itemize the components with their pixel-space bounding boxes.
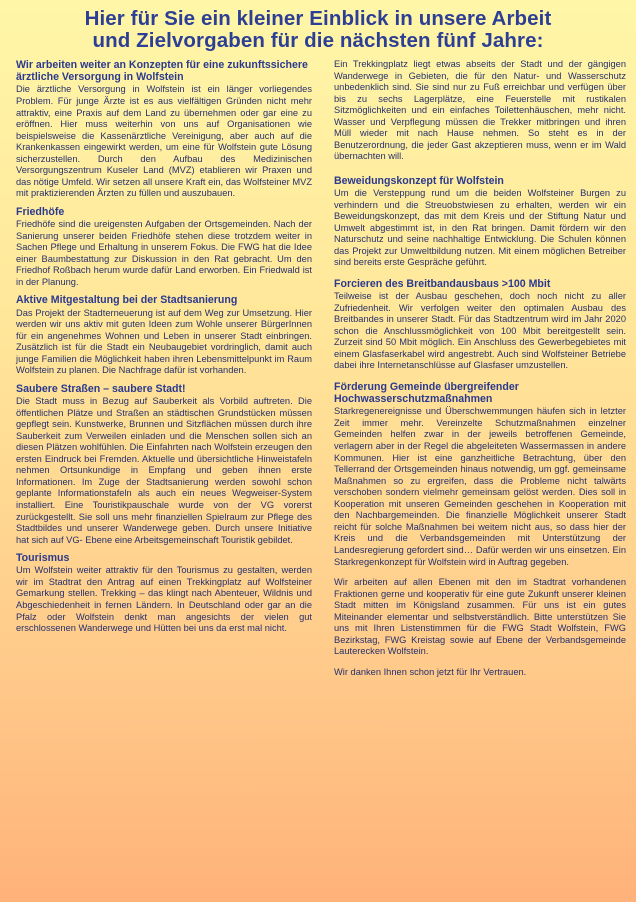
paragraph-trekkingplatz: Ein Trekkingplatz liegt etwas abseits der Stadt und der gängigen Wanderwege in Gebieten, die für den Natur- und Wasserschutz unbedenklich sind. Sie sind nur zu Fuß erreichbar und verfügen über bis zu sechs Lagerplätze, eine Feuerstelle mit rustikalen Sitzmöglichkeiten und ein einfaches Toilettenhäuschen, mehr nicht. Wasser und Verpflegung müssen die Trekker mitbringen und ihren Müll wieder mit nach Hause nehmen. So steht es in der Benutzerordnung, die jeder Gast akzeptieren muss, wenn er im Wald übernachten will. [334,59,626,162]
section-heading-tourismus: Tourismus [16,552,70,565]
right-column [334,59,626,678]
title-line-1: Hier für Sie ein kleiner Einblick in unsere Arbeit [84,7,552,30]
section-heading-friedhoefe: Friedhöfe [16,205,65,218]
section-body-friedhoefe: Friedhöfe sind die ureigensten Aufgaben der Ortsgemeinden. Nach der Sanierung unserer beiden Friedhöfe stehen diese trotzdem weiter in Sachen Pflege und Erhaltung in unserem Fokus. Die FWG hat die Idee einer Baumbestattung zur Diskussion in den Rat gebracht. Um den Friedhof Roßbach herum wurde dafür Land erworben. Ein Friedwald ist in der Planung. [16,219,312,287]
section-heading-saubere-stadt: Saubere Straßen – saubere Stadt! [16,382,186,395]
section-body-aerztliche-versorgung: Die ärztliche Versorgung in Wolfstein ist ein länger vorliegendes Problem. Für junge Ärzte ist es aus vielfältigen Gründen nicht mehr attraktiv, eine Praxis auf dem Land zu übernehmen oder gar eine zu eröffnen. Hier muss weiterhin von uns auf Organisationen wie beispielsweise die Kassenärztliche Vereinigung, aber auch auf die Krankenkassen eingewirkt werden, um eine für Wolfstein gute Lösung sicherzustellen. Durch den Aufbau des Medizinischen Versorgungszentrum Kuseler Land (MVZ) etablieren wir Praxen und das nötige Umfeld. Wir setzen all unsere Kraft ein, das Wolfsteiner MVZ mit praktizierenden Ärzten zu füllen und auszubauen. [16,84,312,199]
page-title [0,8,636,52]
section-body-saubere-stadt: Die Stadt muss in Bezug auf Sauberkeit als Vorbild auftreten. Die öffentlichen Plätze und Straßen an städtischen Grundstücken müssen gepflegt sein. Kunstwerke, Brunnen und Sitzflächen müssen durch ihre Sauberkeit zum Verweilen einladen und die Menschen sollen sich an diesen Plätzen wohlfühlen. Die Einfahrten nach Wolfstein erzeugen den ersten Eindruck bei Fremden. Aktuelle und übersichtliche Hinweistafeln nehmen Ortsunkundige in Empfang und geben ihnen erste Informationen. Im Zuge der Stadtsanierung werden sowohl schon geplante Informationstafeln als auch ein neues Wegweiser-System installiert. Eine Touristikpauschale wurde von der VG vorerst zurückgestellt. Sie soll uns mehr finanziellen Spielraum zur Pflege des Stadtbildes und unserer Wanderwege geben. Durch unsere Initiative hat sich auf VG- Ebene eine Arbeitsgemeinschaft Touristik gebildet. [16,396,312,545]
title-line-2: und Zielvorgaben für die nächsten fünf Jahre: [92,29,544,52]
section-body-beweidungskonzept: Um die Versteppung rund um die beiden Wolfsteiner Burgen zu verhindern und die Streuobstwiesen zu erhalten, werden wir ein Beweidungskonzept, das mit dem Kreis und der Stiftung Natur und Umwelt abgestimmt ist, in den Rat bringen. Damit fördern wir den Naturschutz und seine nachhaltige Entwicklung. Die Schulen können das Projekt zur Umweltbildung nutzen. Mit einem möglichen Betreiber sind bereits erste Gespräche geführt. [334,188,626,268]
section-heading-breitband: Forcieren des Breitbandausbaus >100 Mbit [334,277,551,290]
left-column [16,59,312,678]
section-heading-stadtsanierung: Aktive Mitgestaltung bei der Stadtsanierung [16,294,238,307]
paragraph-dank: Wir danken Ihnen schon jetzt für Ihr Vertrauen. [334,666,527,677]
section-heading-hochwasserschutz: Förderung Gemeinde übergreifender Hochwasserschutzmaßnahmen [334,380,519,406]
section-body-tourismus: Um Wolfstein weiter attraktiv für den Tourismus zu gestalten, werden wir im Stadtrat den Antrag auf einen Trekkingplatz auf Wolfsteiner Gemarkung stellen. Trekking – das klingt nach Abenteuer, Wildnis und Abgeschiedenheit in fernen Ländern. In Deutschland oder gar an die Pfalz oder Wolfstein denkt man angesichts der vielen gut erschlossenen Wanderwege und Hütten bei uns da erst mal nicht. [16,565,312,634]
section-heading-aerztliche-versorgung: Wir arbeiten weiter an Konzepten für eine zukunftssichere ärztliche Versorgung in Wolfstein [16,59,308,84]
paragraph-zusammenarbeit: Wir arbeiten auf allen Ebenen mit den im Stadtrat vorhandenen Fraktionen gerne und kooperativ für eine gute Zukunft unserer kleinen Stadt mitten im Königsland zusammen. Für uns ist ein gutes Miteinander elementar und selbstverständlich. Bitte unterstützen Sie uns mit Ihren Listenstimmen für die FWG Stadt Wolfstein, FWG Bezirkstag, FWG Kreistag sowie auf Ebene der Verbandsgemeinde Lauterecken Wolfstein. [334,577,626,657]
section-body-hochwasserschutz: Starkregenereignisse und Überschwemmungen häufen sich in letzter Zeit immer mehr. Vereinzelte Schutzmaßnahmen einzelner Gemeinden helfen zwar in der jeweils betroffenen Gemeinde, verlagern aber in der Regel die abgeleiteten Wassermassen in andere Kommunen. Hier ist eine ganzheitliche Betrachtung, über den Tellerrand der Ortsgemeinden hinaus notwendig, um ggf. gemeinsame Maßnahmen so zu ergreifen, dass die Probleme nicht talwärts verschoben sondern vielmehr gemeinsam gelöst werden. Dies soll in Kooperation mit unseren Gemeinden geschehen in Kooperation mit den Nachbargemeinden. Die finanzielle Möglichkeit unserer Stadt reicht für solche Maßnahmen bei weitem nicht aus, so dass hier der Kreis und die Verbandsgemeinden mit Unterstützung der Landesregierung gefordert sind… Dafür werden wir uns einsetzen. Ein Starkregenkonzept für Wolfstein wird in Auftrag gegeben. [334,406,626,567]
section-body-stadtsanierung: Das Projekt der Stadterneuerung ist auf dem Weg zur Umsetzung. Hier werden wir uns aktiv mit guten Ideen zum Wohle unserer BürgerInnen für ein angenehmes Wohnen und Leben in unserer Stadt einbringen. Zusätzlich ist für die Stadt ein Neubaugebiet vordringlich, damit auch junge Familien die Möglichkeit haben ihren Lebensmittelpunkt im Raum Wolfstein zu planen. Die Nachfrage dafür ist vorhanden. [16,307,312,376]
content-columns [0,59,636,678]
section-heading-beweidungskonzept: Beweidungskonzept für Wolfstein [334,174,504,187]
section-body-breitband: Teilweise ist der Ausbau geschehen, doch noch nicht zu aller Zufriedenheit. Wir verfolgen weiter den optimalen Ausbau des Breitbandes in unserer Stadt. Für das Stadtzentrum wird im Jahr 2020 schon die Anschlussmöglichkeit von 100 Mbit bereitgestellt sein. Zurzeit sind 50 Mbit möglich. Ein Anschluss des Gewerbegebietes mit einem Glasfaserkabel wird angestrebt. Auch sind Wolfsteiner Betriebe dabei ihre Internetanschlüsse auf Glasfaser umzustellen. [334,291,626,371]
